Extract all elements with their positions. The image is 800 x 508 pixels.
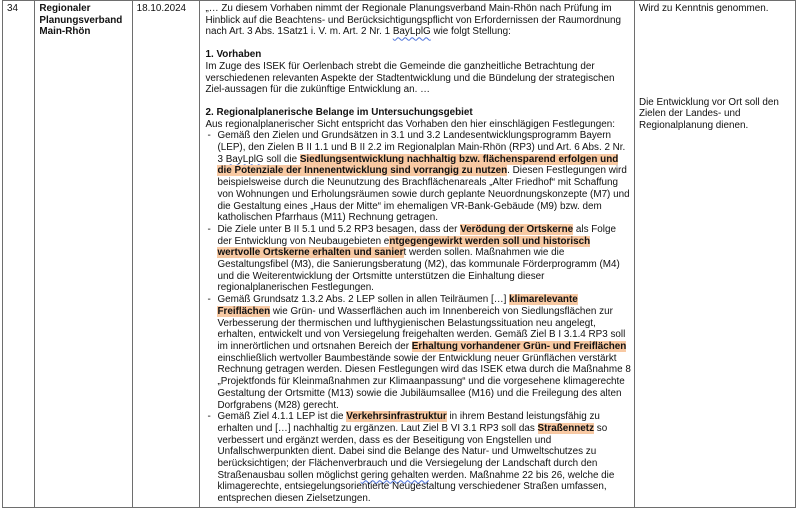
- requirements-list: [205, 130, 630, 505]
- highlight: ntgegengewirkt werden soll und historisch wertvolle Ortskerne erhalten und sanier: [217, 235, 591, 259]
- row-number-cell: [3, 1, 35, 508]
- highlight: Siedlungsentwicklung nachhaltig bzw. flächensparend erfolgen und die Potenziale der Innenentwicklung sind vorrangig zu nutzen: [217, 153, 619, 177]
- response-cell: [634, 1, 795, 508]
- table-row: [3, 1, 796, 508]
- section-1-heading: 1. Vorhaben: [205, 49, 262, 61]
- row-number: 34: [7, 3, 18, 14]
- highlight: klimarelevante Freiflächen: [217, 294, 578, 317]
- section-2-heading: 2. Regionalplanerische Belange im Untersuchungsgebiet: [205, 106, 473, 118]
- organization-name: Regionaler Planungsverband Main-Rhön: [39, 3, 123, 38]
- list-item: - Gemäß Grundsatz 1.3.2 Abs. 2 LEP sollen in allen Teilräumen […] klimarelevante Freiflächen wie Grün- und Wasserflächen auch im Innenbereich von Siedlungsflächen zur Verbesserung der thermischen und lufthygienischen Belastungssituation neu angelegt, erhalten, entwickelt und von Versiegelung freigehalten werden. Gemäß Ziel B I 3.1.4 RP3 soll im innerörtlichen und ortsnahen Bereich der Erhaltung vorhandener Grün- und Freiflächen einschließlich wertvoller Baumbestände sowie der Entwicklung neuer Grünflächen verstärkt Rechnung getragen werden. Diesen Festlegungen wird das ISEK etwa durch die Maßnahme 8 „Projektfonds für Kleinmaßnahmen zur Klimaanpassung“ und die vorgesehene klimagerechte Gestaltung der Ortsmitte (M13) sowie die Jubiläumsallee (M16) und die Freilegung des alten Dorfgrabens (M28) gerecht.: [205, 294, 630, 411]
- intro-paragraph: „… Zu diesem Vorhaben nimmt der Regionale Planungsverband Main-Rhön nach Prüfung im Hinblick auf die Beachtens- und Berücksichtigungspflicht von Erfordernissen der Raumordnung nach Art. 3 Abs. 1Satz1 i. V. m. Art. 2 Nr. 1 BayLplG wie folgt Stellung:: [205, 3, 621, 38]
- list-item: - Gemäß Ziel 4.1.1 LEP ist die Verkehrsinfrastruktur in ihrem Bestand leistungsfähig zu erhalten und […] nachhaltig zu ergänzen. Laut Ziel B VI 3.1 RP3 soll das Straßennetz so verbessert und ergänzt werden, dass es der Beseitigung von Engstellen und Unfallschwerpunkten dient. Dabei sind die Belange des Natur- und Umweltschutzes zu berücksichtigen; der Flächenverbrauch und die Versiegelung der Landschaft durch den Straßenausbau sollen möglichst gering gehalten werden. Maßnahme 22 bis 26, welche die klimagerechte, entsiegelungsorientierte Neugestaltung verschiedener Straßen umfassen, entsprechen diesen Zielsetzungen.: [205, 411, 630, 505]
- statement-cell: [200, 1, 634, 508]
- highlight: Straßennetz: [537, 422, 595, 434]
- list-item: - Die Ziele unter B II 5.1 und 5.2 RP3 besagen, dass der Verödung der Ortskerne als Folge der Entwicklung von Neubaugebieten entgegengewirkt werden soll und historisch wertvolle Ortskerne erhalten und saniert werden sollen. Maßnahmen wie die Gestaltungsfibel (M3), die Sanierungsberatung (M2), das kommunale Förderprogramm (M4) und die Weiterentwicklung der Ortsmitte unterstützen die Einhaltung dieser regionalplanerischen Festlegungen.: [205, 224, 630, 294]
- law-reference: BayLplG: [392, 26, 431, 38]
- statement-date: 18.10.2024: [136, 3, 187, 14]
- spellcheck-mark: gering gehalten: [360, 469, 429, 481]
- highlight: Verödung der Ortskerne: [460, 223, 574, 235]
- list-item: - Gemäß den Zielen und Grundsätzen in 3.1 und 3.2 Landesentwicklungsprogramm Bayern (LEP), den Zielen B II 1.1 und B II 2.2 im Regionalplan Main-Rhön (RP3) und Art. 6 Abs. 2 Nr. 3 BayLplG soll die Siedlungsentwicklung nachhaltig bzw. flächensparend erfolgen und die Potenziale der Innenentwicklung sind vorrangig zu nutzen. Diesen Festlegungen wird beispielsweise durch die Neunutzung des Brachflächenareals „Alter Friedhof“ mit Schaffung von Wohnungen und Erholungsräumen sowie durch geplante Neuordnungskonzepte (M7) und die Gestaltung eines „Haus der Mitte“ im ehemaligen VR-Bank-Gebäude (M9) bzw. dem katholischen Pfarrhaus (M11) Rechnung getragen.: [205, 130, 630, 224]
- section-2-intro: Aus regionalplanerischer Sicht entspricht das Vorhaben den hier einschlägigen Festlegungen:: [205, 118, 615, 130]
- statement-table: [2, 0, 796, 508]
- response-2: Die Entwicklung vor Ort soll den Zielen der Landes- und Regionalplanung dienen.: [638, 96, 779, 132]
- highlight: Erhaltung vorhandener Grün- und Freiflächen: [411, 340, 627, 352]
- law-reference: BayLplG: [225, 153, 264, 165]
- section-1-body: Im Zuge des ISEK für Oerlenbach strebt die Gemeinde die ganzheitliche Betrachtung der verschiedenen relevanten Aspekte der Stadtentwicklung und die Bündelung der strategischen Ziel-aussagen für die zukünftige Entwicklung an. …: [205, 60, 615, 96]
- response-1: Wird zu Kenntnis genommen.: [638, 3, 769, 14]
- organization-cell: [35, 1, 132, 508]
- date-cell: [132, 1, 200, 508]
- highlight: Verkehrsinfrastruktur: [346, 411, 447, 423]
